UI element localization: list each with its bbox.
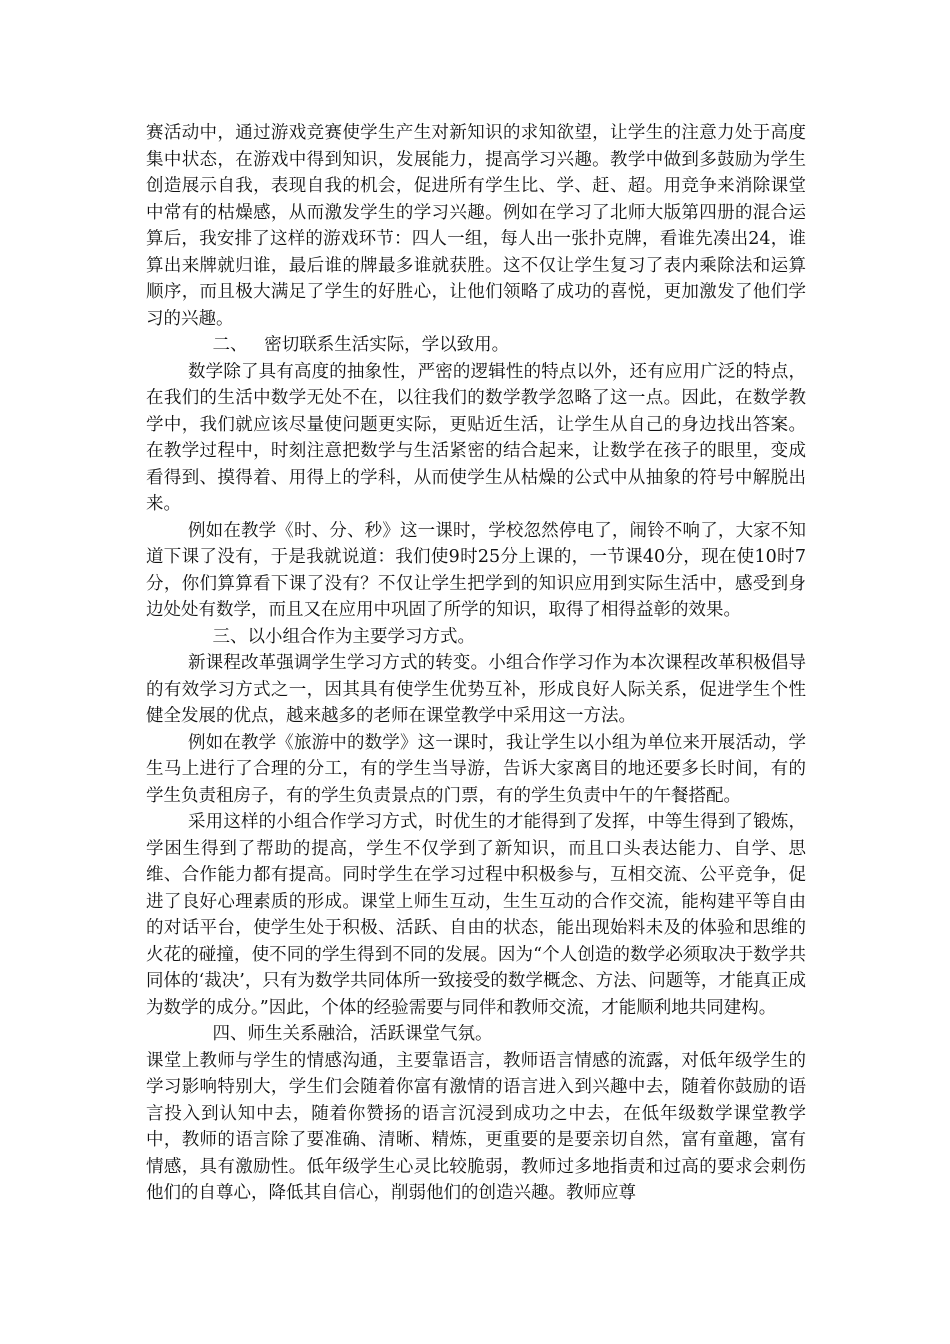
document-page [146, 120, 806, 1207]
paragraph-game-competition: 赛活动中，通过游戏竞赛使学生产生对新知识的求知欲望，让学生的注意力处于高度集中状态，在游戏中得到知识，发展能力，提高学习兴趣。教学中做到多鼓励为学生创造展示自我，表现自我的机会，促进所有学生比、学、赶、超。用竞争来消除课堂中常有的枯燥感，从而激发学生的学习兴趣。例如在学习了北师大版第四册的混合运算后，我安排了这样的游戏环节：四人一组，每人出一张扑克牌，看谁先凑出24，谁算出来牌就归谁，最后谁的牌最多谁就获胜。这不仅让学生复习了表内乘除法和运算顺序，而且极大满足了学生的好胜心，让他们领略了成功的喜悦，更加激发了他们学习的兴趣。 [146, 123, 806, 329]
paragraph-group-benefits: 采用这样的小组合作学习方式，时优生的才能得到了发挥，中等生得到了锻炼，学困生得到了帮助的提高，学生不仅学到了新知识，而且口头表达能力、自学、思维、合作能力都有提高。同时学生在学习过程中积极参与，互相交流、公平竞争，促进了良好心理素质的形成。课堂上师生互动，生生互动的合作交流，能构建平等自由的对话平台，使学生处于积极、活跃、自由的状态，能出现始料未及的体验和思维的火花的碰撞，使不同的学生得到不同的发展。因为“个人创造的数学必须取决于数学共同体的‘裁决’，只有为数学共同体所一致接受的数学概念、方法、问题等，才能真正成为数学的成分。”因此，个体的经验需要与同伴和教师交流，才能顺利地共同建构。 [146, 812, 806, 1018]
paragraph-group-learning: 新课程改革强调学生学习方式的转变。小组合作学习作为本次课程改革积极倡导的有效学习方式之一，因其具有使学生优势互补，形成良好人际关系，促进学生个性健全发展的优点，越来越多的老师在课堂教学中采用这一方法。 [146, 653, 806, 726]
section-heading-3: 三、以小组合作为主要学习方式。 [212, 626, 475, 647]
paragraph-math-life: 数学除了具有高度的抽象性，严密的逻辑性的特点以外，还有应用广泛的特点，在我们的生活中数学无处不在，以往我们的数学教学忽略了这一点。因此，在数学教学中，我们就应该尽量使问题更实际，更贴近生活，让学生从自己的身边找出答案。在教学过程中，时刻注意把数学与生活紧密的结合起来，让数学在孩子的眼里，变成看得到、摸得着、用得上的学科，从而使学生从枯燥的公式中从抽象的符号中解脱出来。 [146, 361, 806, 514]
paragraph-time-example: 例如在教学《时、分、秒》这一课时，学校忽然停电了，闹铃不响了，大家不知道下课了没有，于是我就说道：我们使9时25分上课的，一节课40分，现在使10时7分，你们算算看下课了没有？不仅让学生把学到的知识应用到实际生活中，感受到身边处处有数学，而且又在应用中巩固了所学的知识，取得了相得益彰的效果。 [146, 520, 806, 620]
section-heading-4: 四、师生关系融洽，活跃课堂气氛。 [212, 1024, 493, 1044]
paragraph-teacher-language: 课堂上教师与学生的情感沟通，主要靠语言，教师语言情感的流露，对低年级学生的学习影响特别大，学生们会随着你富有激情的语言进入到兴趣中去，随着你鼓励的语言投入到认知中去，随着你赞扬的语言沉浸到成功之中去，在低年级数学课堂教学中，教师的语言除了要准确、清晰、精炼，更重要的是要亲切自然，富有童趣，富有情感，具有激励性。低年级学生心灵比较脆弱，教师过多地指责和过高的要求会刺伤他们的自尊心，降低其自信心，削弱他们的创造兴趣。教师应尊 [146, 1050, 806, 1203]
paragraph-travel-example: 例如在教学《旅游中的数学》这一课时，我让学生以小组为单位来开展活动，学生马上进行了合理的分工，有的学生当导游，告诉大家离目的地还要多长时间，有的学生负责租房子，有的学生负责景点的门票，有的学生负责中午的午餐搭配。 [146, 732, 806, 806]
section-heading-2: 二、 密切联系生活实际，学以致用。 [212, 335, 510, 355]
